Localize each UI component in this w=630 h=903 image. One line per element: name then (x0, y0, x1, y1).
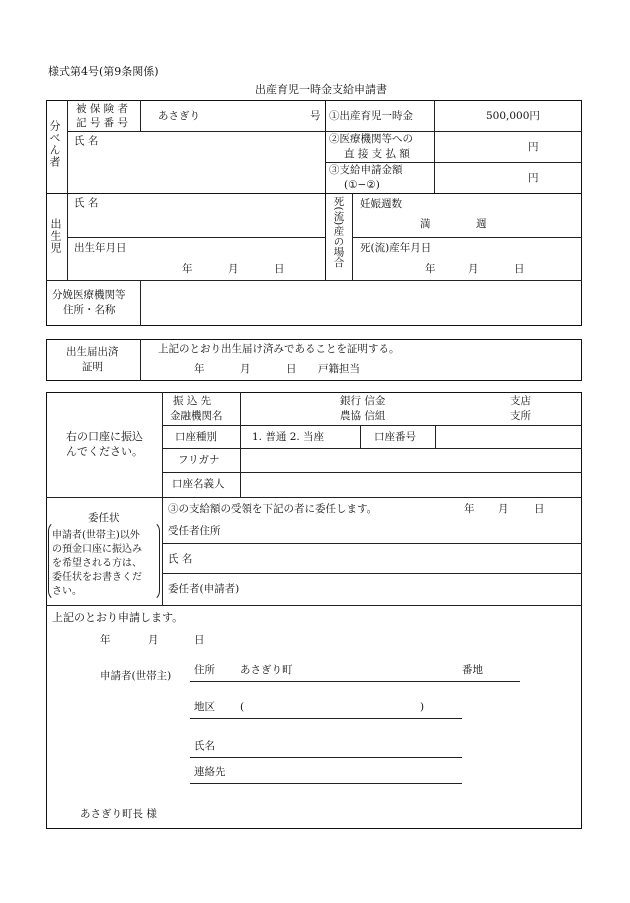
district-underline (190, 718, 462, 719)
account-type-options[interactable]: 1. 普通 2. 当座 (252, 431, 325, 443)
account-number-label: 口座番号 (374, 431, 416, 443)
delegation-title: 委任状 (88, 512, 120, 524)
symbol-label-line2: 記 号 番 号 (76, 117, 129, 129)
stillbirth-date-day: 日 (514, 263, 525, 275)
child-date-day: 日 (274, 263, 285, 275)
delegation-month: 月 (498, 503, 509, 515)
bank-dest-label-line2: 金融機関名 (170, 410, 223, 422)
delegation-note-line3: を希望される方は、 (52, 558, 142, 569)
bank-dest-label-line1: 振 込 先 (173, 395, 212, 407)
account-type-label: 口座種別 (175, 431, 217, 443)
application-day: 日 (194, 634, 205, 646)
symbol-label-line1: 被 保 険 者 (76, 103, 129, 115)
birth-cert-label-line2: 証明 (82, 361, 103, 373)
insured-section-label: 分べん者 (48, 120, 61, 168)
child-section-label: 出生児 (49, 218, 62, 254)
birth-cert-statement: 上記のとおり出生届け済みであることを証明する。 (158, 343, 400, 355)
applicant-contact-label: 連絡先 (194, 766, 226, 778)
bank-instruction-line2: んでください。 (66, 445, 143, 458)
birth-cert-officer: 戸籍担当 (318, 363, 360, 375)
delegator-label: 委任者(申請者) (168, 583, 240, 595)
child-name-label: 氏 名 (74, 197, 99, 209)
weeks-suffix: 週 (476, 218, 487, 230)
stillbirth-date-year: 年 (425, 263, 436, 275)
application-month: 月 (148, 634, 159, 646)
delegation-note-line1: 申請者(世帯主)以外 (52, 530, 140, 541)
delegation-day: 日 (534, 503, 545, 515)
delegatee-address-label: 受任者住所 (168, 525, 221, 537)
applicant-address-value[interactable]: あさぎり町 (240, 664, 293, 676)
main-info-table (46, 100, 582, 326)
birth-cert-label-line1: 出生届出済 (66, 346, 119, 358)
furigana-label: フリガナ (178, 454, 220, 466)
delegation-year: 年 (464, 503, 475, 515)
delegation-note-line4: 委任状をお書きくだ (52, 572, 142, 583)
stillbirth-date-label: 死(流)産年月日 (360, 242, 432, 254)
delegation-statement: ③の支給額の受領を下記の者に委任します。 (168, 503, 378, 515)
district-close-paren: ) (420, 701, 425, 713)
applicant-address-label: 住所 (194, 664, 215, 676)
bank-type-line1[interactable]: 銀行 信金 (340, 395, 386, 407)
facility-label-line2: 住所・名称 (63, 304, 116, 316)
application-year: 年 (100, 634, 111, 646)
delegatee-name-label: 氏 名 (168, 553, 193, 565)
pregnancy-weeks-label: 妊娠週数 (360, 198, 402, 210)
bank-type-line2[interactable]: 農協 信組 (340, 410, 386, 422)
district-open-paren: ( (240, 701, 245, 713)
amount-label-requested-line2: (①−②) (344, 179, 380, 191)
child-date-year: 年 (182, 263, 193, 275)
applicant-label: 申請者(世帯主) (100, 670, 172, 682)
addressee: あさぎり町長 様 (80, 808, 157, 820)
amount-value-requested[interactable]: 円 (528, 172, 539, 184)
amount-value-direct[interactable]: 円 (528, 141, 539, 153)
applicant-address-suffix: 番地 (462, 664, 483, 676)
stillbirth-section-label: 死(流)産の場合 (332, 196, 345, 268)
child-birthdate-label: 出生年月日 (74, 242, 127, 254)
form-title-text: 出産育児一時金支給申請書 (255, 83, 387, 96)
weeks-prefix: 満 (420, 218, 431, 230)
number-suffix: 号 (310, 110, 321, 122)
branch-line1[interactable]: 支店 (510, 395, 531, 407)
form-title (0, 84, 630, 97)
birth-cert-year: 年 (194, 363, 205, 375)
amount-label-lump-sum: ①出産育児一時金 (329, 110, 413, 122)
branch-line2[interactable]: 支所 (510, 410, 531, 422)
stillbirth-date-month: 月 (468, 263, 479, 275)
contact-underline (190, 783, 462, 784)
amount-label-direct-line2: 直 接 支 払 額 (344, 148, 410, 160)
name-underline (190, 757, 462, 758)
application-statement: 上記のとおり申請します。 (52, 611, 184, 624)
district-label: 地区 (194, 701, 215, 713)
account-holder-label: 口座名義人 (172, 478, 225, 490)
bank-instruction-line1: 右の口座に振込 (66, 430, 143, 443)
amount-value-lump-sum[interactable]: 500,000円 (486, 110, 540, 122)
birth-cert-month: 月 (240, 363, 251, 375)
amount-label-direct-line1: ②医療機関等への (329, 133, 413, 145)
birth-cert-day: 日 (286, 363, 297, 375)
insured-name-label: 氏 名 (74, 135, 99, 147)
delegation-note-line5: さい。 (52, 586, 82, 597)
address-underline (190, 681, 520, 682)
symbol-value[interactable]: あさぎり (158, 110, 200, 122)
amount-label-requested-line1: ③支給申請金額 (329, 164, 403, 176)
delegation-note-line2: の預金口座に振込み (52, 544, 142, 555)
facility-label-line1: 分娩医療機関等 (52, 289, 126, 301)
form-number: 様式第4号(第9条関係) (48, 65, 159, 78)
applicant-name-label: 氏名 (194, 740, 215, 752)
child-date-month: 月 (228, 263, 239, 275)
